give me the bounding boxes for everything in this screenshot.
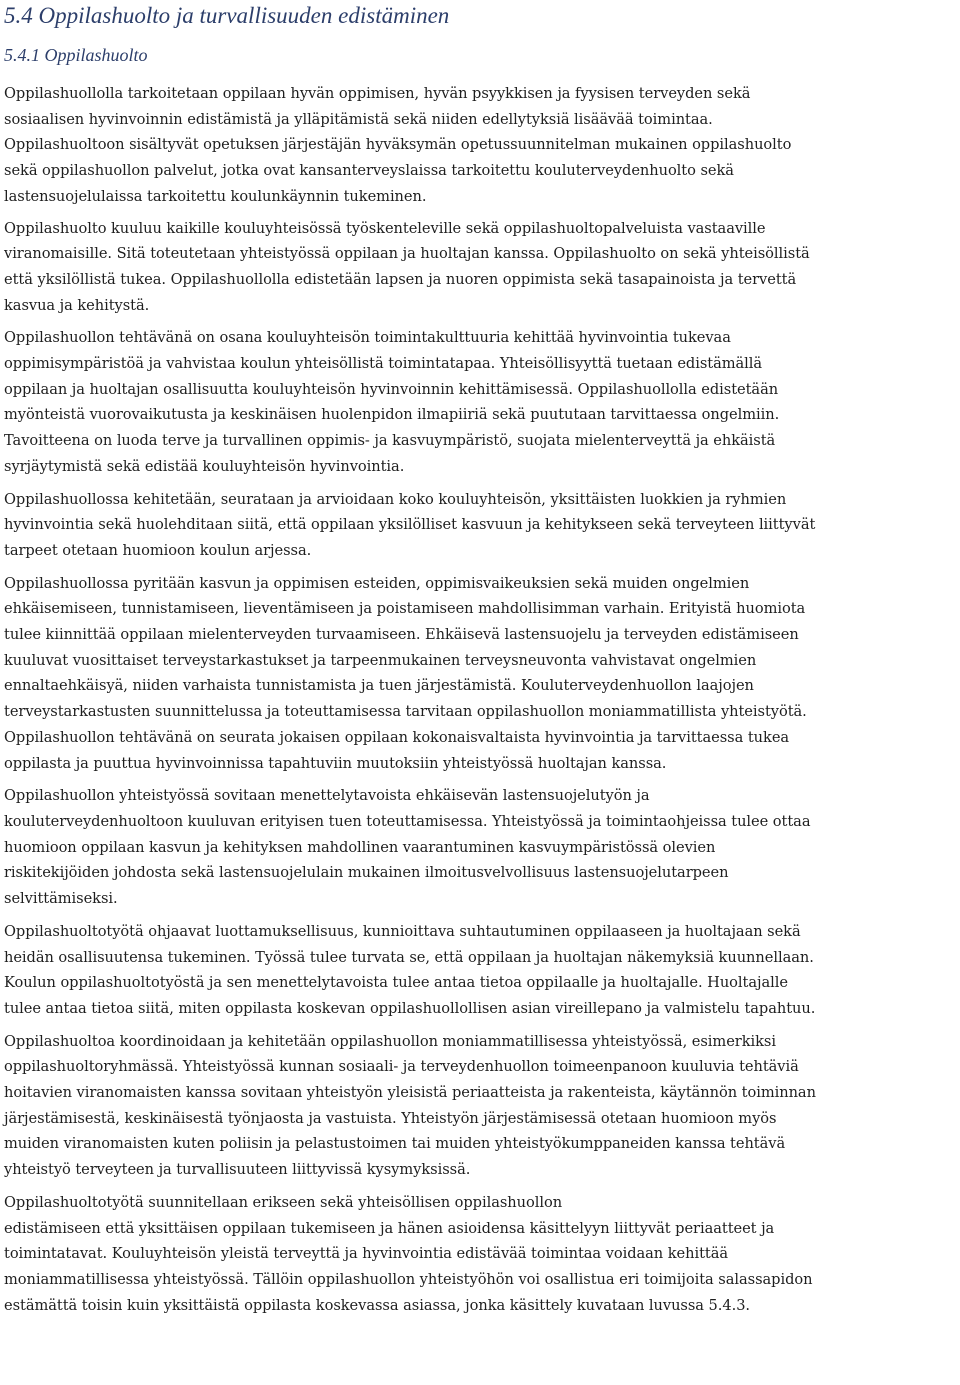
text-line: terveystarkastusten suunnittelussa ja toteuttamisessa tarvitaan oppilashuollon moniammatillista yhteistyötä. — [4, 703, 807, 721]
text-line: Oppilashuollon yhteistyössä sovitaan menettelytavoista ehkäisevän lastensuojelutyön ja — [4, 787, 650, 805]
paragraph — [4, 325, 956, 479]
text-line: syrjäytymistä sekä edistää kouluyhteisön hyvinvointia. — [4, 457, 405, 475]
text-line: Oppilashuollossa pyritään kasvun ja oppimisen esteiden, oppimisvaikeuksien sekä muiden ongelmien — [4, 574, 750, 592]
document-page — [4, 0, 956, 1318]
paragraph — [4, 216, 956, 319]
text-line: Koulun oppilashuoltotyöstä ja sen menettelytavoista tulee antaa tietoa oppilaalle ja huoltajalle. Huoltajalle — [4, 974, 788, 992]
text-line: oppilashuoltoryhmässä. Yhteistyössä kunnan sosiaali- ja terveydenhuollon toimeenpanoon kuuluvia tehtäviä — [4, 1058, 799, 1076]
text-line: Oppilashuollolla tarkoitetaan oppilaan hyvän oppimisen, hyvän psyykkisen ja fyysisen terveyden sekä — [4, 85, 751, 102]
text-line: järjestämisestä, keskinäisestä työnjaosta ja vastuista. Yhteistyön järjestämisessä otetaan huomioon myös — [4, 1109, 777, 1127]
section-heading: 5.4 Oppilashuolto ja turvallisuuden edistäminen — [4, 3, 450, 28]
text-line: Oppilashuolto kuuluu kaikille kouluyhteisössä työskenteleville sekä oppilashuoltopalveluista vastaaville — [4, 219, 766, 237]
text-line: hoitavien viranomaisten kanssa sovitaan yhteistyön yleisistä periaatteista ja rakenteista, käytännön toiminnan — [4, 1084, 816, 1102]
text-line: sekä oppilashuollon palvelut, jotka ovat kansanterveyslaissa tarkoitettu kouluterveydenhuolto sekä — [4, 162, 734, 180]
text-line: huomioon oppilaan kasvun ja kehityksen mahdollinen vaarantuminen kasvuympäristössä olevien — [4, 838, 716, 856]
text-line: kuuluvat vuosittaiset terveystarkastukset ja tarpeenmukainen terveysneuvonta vahvistavat ongelmien — [4, 651, 757, 669]
text-line: Oppilashuollossa kehitetään, seurataan ja arvioidaan koko kouluyhteisön, yksittäisten luokkien ja ryhmien — [4, 490, 787, 508]
paragraph — [4, 1190, 956, 1319]
text-line: tulee antaa tietoa siitä, miten oppilasta koskevan oppilashuollollisen asian vireillepano ja valmistelu tapahtuu. — [4, 999, 816, 1017]
text-line: sosiaalisen hyvinvoinnin edistämistä ja ylläpitämistä sekä niiden edellytyksiä lisäävää toimintaa. — [4, 110, 713, 128]
text-line: selvittämiseksi. — [4, 890, 118, 908]
text-line: toimintatavat. Kouluyhteisön yleistä terveyttä ja hyvinvointia edistävää toimintaa voidaan kehittää — [4, 1245, 729, 1263]
text-line: ennaltaehkäisyä, niiden varhaista tunnistamista ja tuen järjestämistä. Kouluterveydenhuollon laajojen — [4, 677, 754, 695]
text-line: riskitekijöiden johdosta sekä lastensuojelulain mukainen ilmoitusvelvollisuus lastensuojelutarpeen — [4, 864, 729, 882]
text-line: viranomaisille. Sitä toteutetaan yhteistyössä oppilaan ja huoltajan kanssa. Oppilashuolto on sekä yhteisöllistä — [4, 245, 810, 263]
text-line: Oppilashuoltotyötä ohjaavat luottamuksellisuus, kunnioittava suhtautuminen oppilaaseen ja huoltajaan sekä — [4, 922, 801, 940]
text-line: Oppilashuoltoon sisältyvät opetuksen järjestäjän hyväksymän opetussuunnitelman mukainen oppilashuolto — [4, 136, 792, 154]
text-line: kasvua ja kehitystä. — [4, 296, 150, 314]
text-line: Oppilashuollon tehtävänä on seurata jokaisen oppilaan kokonaisvaltaista hyvinvointia ja tarvittaessa tukea — [4, 728, 790, 746]
paragraph — [4, 783, 956, 912]
text-line: Oppilashuoltotyötä suunnitellaan erikseen sekä yhteisöllisen oppilashuollon — [4, 1193, 563, 1211]
text-line: edistämiseen että yksittäisen oppilaan tukemiseen ja hänen asioidensa käsittelyyn liittyvät periaatteet ja — [4, 1219, 775, 1237]
subsection-heading: 5.4.1 Oppilashuolto — [4, 45, 148, 65]
paragraph — [4, 487, 956, 564]
text-line: lastensuojelulaissa tarkoitettu koulunkäynnin tukeminen. — [4, 187, 427, 205]
text-line: myönteistä vuorovaikutusta ja keskinäisen huolenpidon ilmapiiriä sekä puututaan tarvittaessa ongelmiin. — [4, 406, 780, 424]
text-line: estämättä toisin kuin yksittäistä oppilasta koskevassa asiassa, jonka käsittely kuvataan luvussa 5.4.3. — [4, 1296, 751, 1314]
body-text — [4, 81, 956, 1318]
text-line: kouluterveydenhuoltoon kuuluvan erityisen tuen toteuttamisessa. Yhteistyössä ja toimintaohjeissa tulee ottaa — [4, 812, 811, 830]
text-line: oppimisympäristöä ja vahvistaa koulun yhteisöllistä toimintatapaa. Yhteisöllisyyttä tuetaan edistämällä — [4, 355, 763, 373]
text-line: hyvinvointia sekä huolehditaan siitä, että oppilaan yksilölliset kasvuun ja kehitykseen sekä terveyteen liittyvät — [4, 516, 816, 534]
text-line: ehkäisemiseen, tunnistamiseen, lieventämiseen ja poistamiseen mahdollisimman varhain. Erityistä huomiota — [4, 600, 806, 618]
text-line: että yksilöllistä tukea. Oppilashuollolla edistetään lapsen ja nuoren oppimista sekä tasapainoista ja tervettä — [4, 270, 797, 288]
paragraph — [4, 1029, 956, 1183]
text-line: heidän osallisuutensa tukeminen. Työssä tulee turvata se, että oppilaan ja huoltajan näkemyksiä kuunnellaan. — [4, 948, 814, 966]
text-line: muiden viranomaisten kuten poliisin ja pelastustoimen tai muiden yhteistyökumppaneiden kanssa tehtävä — [4, 1135, 786, 1153]
paragraph — [4, 919, 956, 1022]
text-line: tulee kiinnittää oppilaan mielenterveyden turvaamiseen. Ehkäisevä lastensuojelu ja terveyden edistämiseen — [4, 626, 799, 644]
text-line: yhteistyö terveyteen ja turvallisuuteen liittyvissä kysymyksissä. — [4, 1161, 471, 1179]
text-line: Oppilashuollon tehtävänä on osana kouluyhteisön toimintakulttuuria kehittää hyvinvointia tukevaa — [4, 329, 731, 347]
text-line: oppilaan ja huoltajan osallisuutta kouluyhteisön hyvinvoinnin kehittämisessä. Oppilashuollolla edistetään — [4, 380, 779, 398]
text-line: Tavoitteena on luoda terve ja turvallinen oppimis- ja kasvuympäristö, suojata mielenterveyttä ja ehkäistä — [4, 432, 776, 450]
paragraph — [4, 571, 956, 777]
text-line: moniammatillisessa yhteistyössä. Tällöin oppilashuollon yhteistyöhön voi osallistua eri toimijoita salassapidon — [4, 1270, 813, 1288]
text-line: tarpeet otetaan huomioon koulun arjessa. — [4, 541, 312, 559]
text-line: oppilasta ja puuttua hyvinvoinnissa tapahtuviin muutoksiin yhteistyössä huoltajan kanssa. — [4, 754, 667, 772]
paragraph — [4, 81, 956, 210]
text-line: Oppilashuoltoa koordinoidaan ja kehitetään oppilashuollon moniammatillisessa yhteistyössä, esimerkiksi — [4, 1032, 776, 1050]
